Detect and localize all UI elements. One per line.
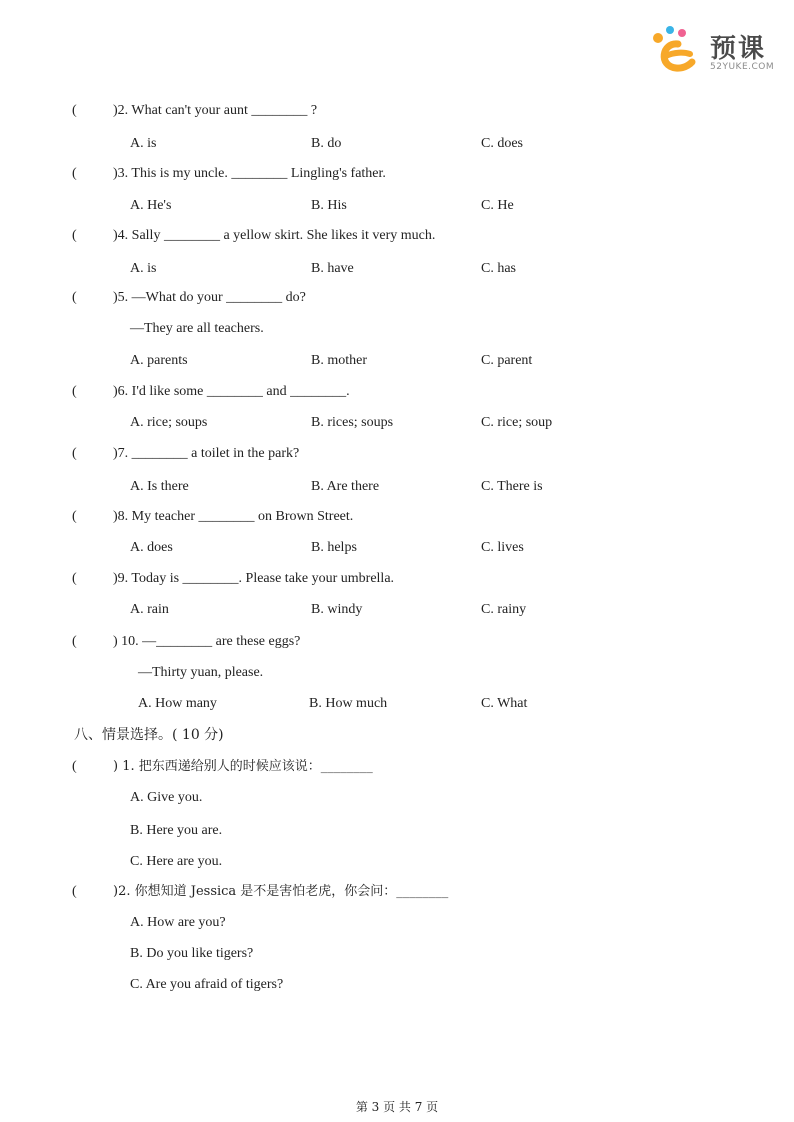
logo-mark-icon xyxy=(648,24,708,78)
answer-paren: ( xyxy=(72,384,77,399)
option-c: C. parent xyxy=(481,353,533,368)
question-text: ) 1. 把东西递给别人的时候应该说：________ xyxy=(113,759,373,774)
answer-paren: ( xyxy=(72,634,77,649)
question-text: )2. What can't your aunt ________ ? xyxy=(113,103,318,118)
question-text: )6. I'd like some ________ and ________. xyxy=(113,384,350,399)
answer-paren: ( xyxy=(72,509,77,524)
answer-paren: ( xyxy=(72,446,77,461)
option-a: A. is xyxy=(130,136,157,151)
option-b: B. rices; soups xyxy=(311,415,394,430)
option-c: C. What xyxy=(481,696,528,711)
question-text-line2: —Thirty yuan, please. xyxy=(138,665,264,680)
answer-paren: ( xyxy=(72,290,77,305)
option-b: B. Are there xyxy=(311,479,380,494)
option-a: A. How are you? xyxy=(130,915,226,930)
option-a: A. Is there xyxy=(130,479,189,494)
option-a: A. does xyxy=(130,540,173,555)
answer-paren: ( xyxy=(72,884,77,899)
option-a: A. Give you. xyxy=(130,790,203,805)
option-b: B. windy xyxy=(311,602,363,617)
answer-paren: ( xyxy=(72,759,77,774)
logo-subtitle: 52YUKE.COM xyxy=(710,62,775,72)
option-b: B. Do you like tigers? xyxy=(130,946,254,961)
option-b: B. have xyxy=(311,261,354,276)
option-b: B. How much xyxy=(309,696,388,711)
question-text: )7. ________ a toilet in the park? xyxy=(113,446,300,461)
option-a: A. rice; soups xyxy=(130,415,208,430)
question-text: )4. Sally ________ a yellow skirt. She likes it very much. xyxy=(113,228,436,243)
option-c: C. rice; soup xyxy=(481,415,553,430)
option-c: C. There is xyxy=(481,479,543,494)
section-heading: 八、情景选择。( 10 分) xyxy=(74,727,224,743)
answer-paren: ( xyxy=(72,103,77,118)
brand-logo xyxy=(648,24,778,78)
question-text: ) 10. —________ are these eggs? xyxy=(113,634,301,649)
question-text-line2: —They are all teachers. xyxy=(130,321,264,336)
option-b: B. His xyxy=(311,198,347,213)
question-text: )5. —What do your ________ do? xyxy=(113,290,306,305)
question-text: )9. Today is ________. Please take your umbrella. xyxy=(113,571,395,586)
option-b: B. do xyxy=(311,136,342,151)
option-c: C. has xyxy=(481,261,516,276)
option-c: C. Are you afraid of tigers? xyxy=(130,977,284,992)
option-c: C. Here are you. xyxy=(130,854,223,869)
option-c: C. lives xyxy=(481,540,524,555)
option-a: A. rain xyxy=(130,602,169,617)
question-text: )8. My teacher ________ on Brown Street. xyxy=(113,509,354,524)
option-b: B. Here you are. xyxy=(130,823,223,838)
question-text: )2. 你想知道 Jessica 是不是害怕老虎，你会问：________ xyxy=(113,884,449,899)
answer-paren: ( xyxy=(72,228,77,243)
option-a: A. parents xyxy=(130,353,188,368)
logo-name: 预课 xyxy=(710,34,767,64)
question-text: )3. This is my uncle. ________ Lingling's father. xyxy=(113,166,386,181)
page-footer: 第 3 页 共 7 页 xyxy=(355,1100,439,1114)
option-b: B. mother xyxy=(311,353,367,368)
option-a: A. is xyxy=(130,261,157,276)
option-c: C. does xyxy=(481,136,523,151)
answer-paren: ( xyxy=(72,166,77,181)
option-a: A. How many xyxy=(138,696,217,711)
option-b: B. helps xyxy=(311,540,357,555)
option-c: C. He xyxy=(481,198,514,213)
answer-paren: ( xyxy=(72,571,77,586)
option-a: A. He's xyxy=(130,198,172,213)
option-c: C. rainy xyxy=(481,602,527,617)
